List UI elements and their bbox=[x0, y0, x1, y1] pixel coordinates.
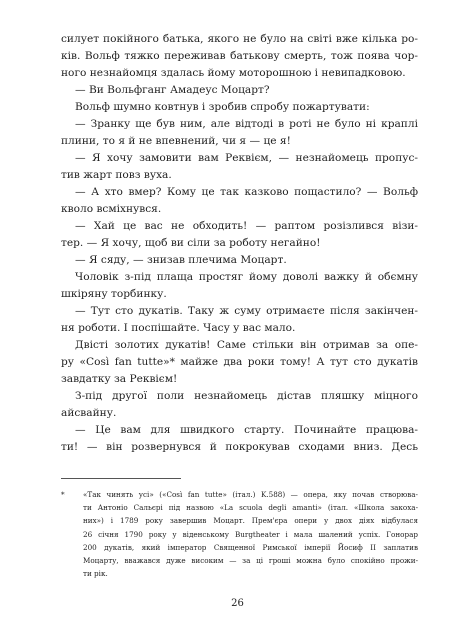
text-line: — Хай це вас не обходить! — раптом розізлився візи- bbox=[75, 220, 418, 232]
footnote-line: ти рік. bbox=[83, 569, 108, 579]
footnote-line bbox=[61, 488, 418, 501]
text-line: тер. — Я хочу, щоб ви сіли за роботу негайно! bbox=[61, 237, 321, 249]
text-line: — Це вам для швидкого старту. Починайте працюва- bbox=[75, 424, 418, 436]
text-line: ків. Вольф тяжко переживав батькову смерть, тож поява чор- bbox=[61, 50, 418, 62]
footnote-line: 200 дукатів, який імператор Священної Римської імперії Йосиф II заплатив bbox=[83, 542, 418, 552]
footnote-text: «Так чинять усі» («Così fan tutte» (італ.) K.588) — опера, яку почав створюва- bbox=[83, 490, 418, 499]
text-line: ру «Così fan tutte»* майже два роки тому! А тут сто дукатів bbox=[61, 356, 418, 368]
text-line: — Я хочу замовити вам Реквієм, — незнайомець пропус- bbox=[75, 152, 418, 164]
text-line: ти! — він розвернувся й покрокував сходами вниз. Десь bbox=[61, 441, 418, 453]
footnote-line: Моцарту, вважався дуже високим — за ці гроші можна було спокійно прожи- bbox=[83, 555, 418, 565]
footnote-line: ти Антоніо Сальєрі під назвою «La scuola degli amanti» (італ. «Школа закоха- bbox=[83, 503, 418, 513]
text-line: шкіряну торбинку. bbox=[61, 288, 167, 300]
text-line: — Я сяду, — знизав плечима Моцарт. bbox=[75, 254, 287, 266]
text-line: Вольф шумно ковтнув і зробив спробу пожартувати: bbox=[75, 101, 370, 113]
footnote-divider bbox=[61, 478, 181, 479]
body-text bbox=[61, 31, 418, 456]
footnote-mark: * bbox=[61, 490, 65, 499]
text-line: Двісті золотих дукатів! Саме стільки він отримав за опе- bbox=[75, 339, 418, 351]
text-line: З-під другої поли незнайомець дістав пляшку міцного bbox=[75, 390, 418, 402]
text-line: кволо всміхнувся. bbox=[61, 203, 162, 215]
text-line: Чоловік з-під плаща простяг йому доволі важку й обємну bbox=[75, 271, 418, 283]
text-line: силует покійного батька, якого не було на світі вже кілька ро- bbox=[61, 33, 418, 45]
text-line: ного незнайомця здалась йому моторошною і невипадковою. bbox=[61, 67, 406, 79]
footnote bbox=[61, 488, 418, 580]
footnote-line: них») і 1789 року завершив Моцарт. Прем'єра опери у двох діях відбулася bbox=[83, 516, 418, 526]
text-line: тив жарт повз вуха. bbox=[61, 169, 172, 181]
text-line: — Зранку ще був ним, але відтоді в роті не було ні краплі bbox=[75, 118, 418, 130]
footnote-line: 26 січня 1790 року у віденському Burgtheater і мала шалений успіх. Гонорар bbox=[83, 529, 418, 539]
text-line: — Тут сто дукатів. Таку ж суму отримаєте після закінчен- bbox=[75, 305, 418, 317]
text-line: — Ви Вольфганг Амадеус Моцарт? bbox=[75, 84, 270, 96]
text-line: айсвайну. bbox=[61, 407, 117, 419]
text-line: завдатку за Реквієм! bbox=[61, 373, 178, 385]
text-line: ня роботи. І поспішайте. Часу у вас мало. bbox=[61, 322, 296, 334]
page-number: 26 bbox=[231, 598, 244, 609]
text-line: плини, то я й не впевнений, чи я — це я! bbox=[61, 135, 291, 147]
text-line: — А хто вмер? Кому це так казково пощастило? — Вольф bbox=[75, 186, 418, 198]
